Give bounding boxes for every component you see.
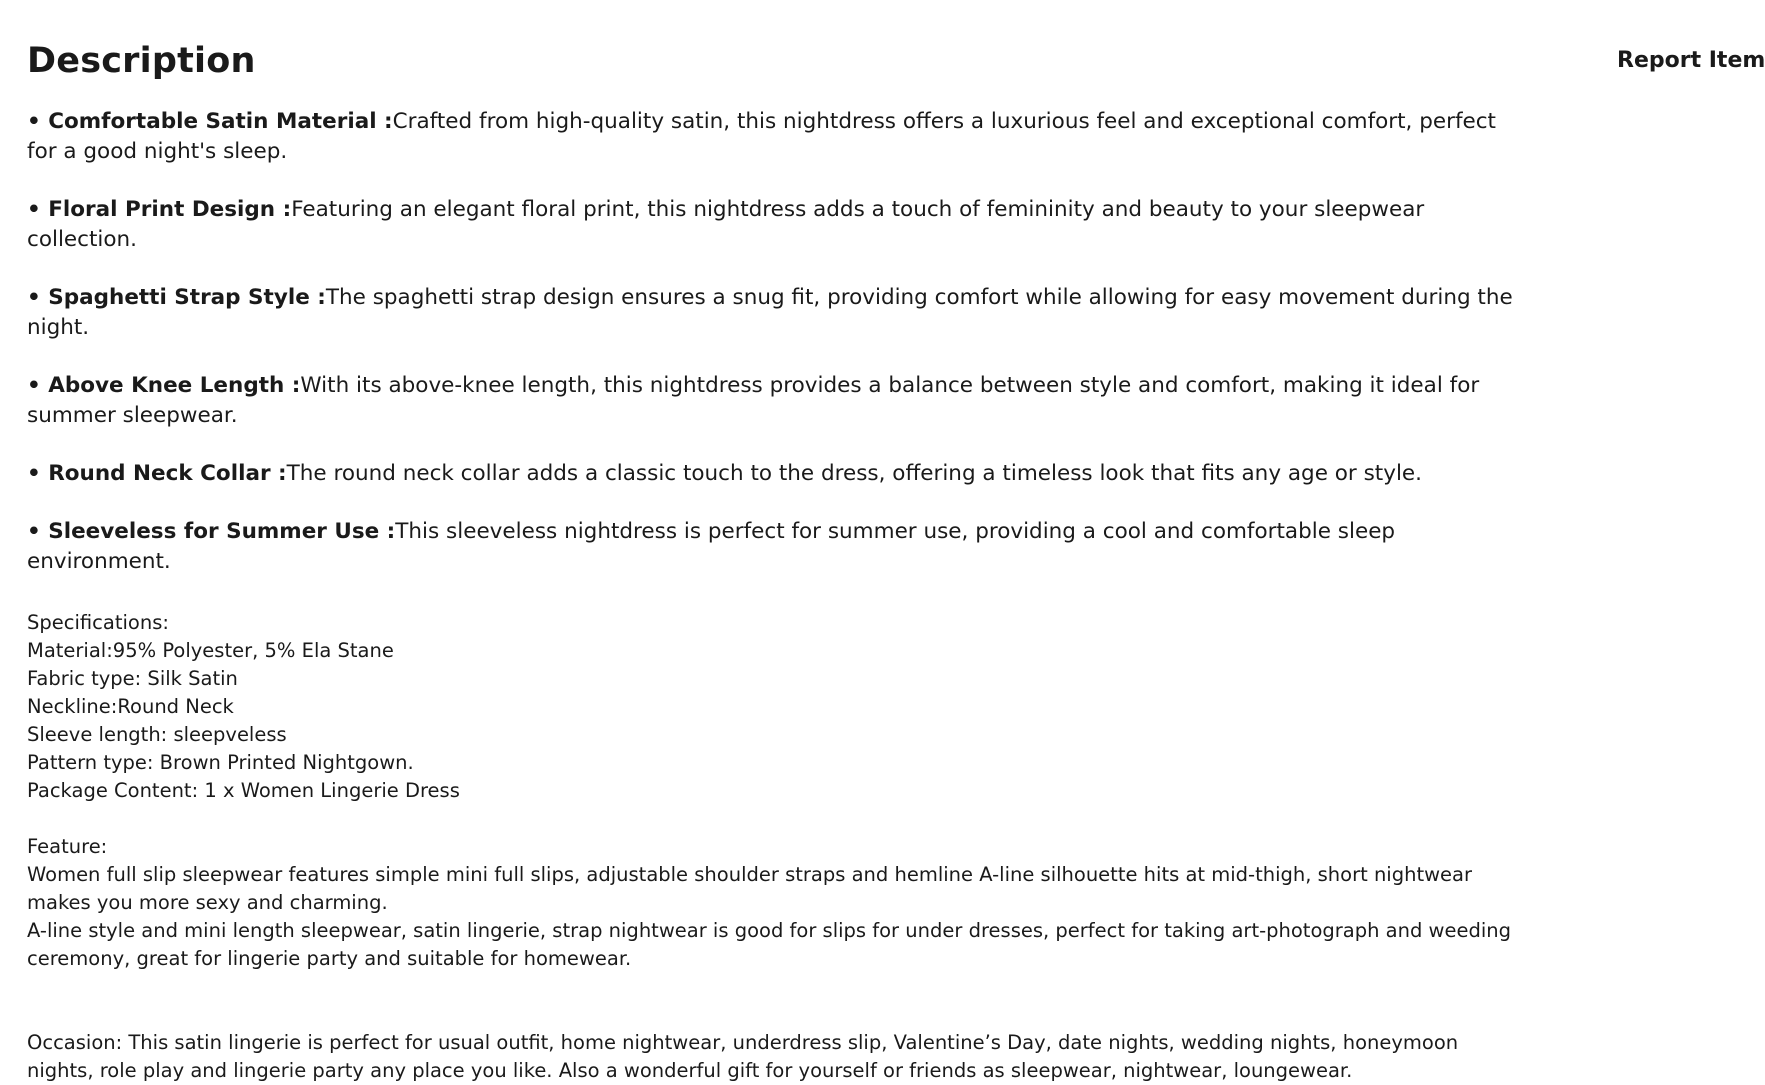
bullet-dot: • xyxy=(27,285,49,310)
bullet-text: The spaghetti strap design ensures a snug fit, providing comfort while allowing for easy movement during the night. xyxy=(27,285,1513,340)
bullet-item xyxy=(27,107,1517,167)
bullet-heading: Sleeveless for Summer Use : xyxy=(48,519,396,544)
spec-item: Material:95% Polyester, 5% Ela Stane xyxy=(27,639,394,662)
bullet-heading: Round Neck Collar : xyxy=(48,461,287,486)
occasion-paragraph: Occasion: This satin lingerie is perfect for usual outfit, home nightwear, underdress slip, Valentine’s Day, date nights, wedding nights, honeymoon nights, role play and lingerie party any place you like. Also a wonderful gift for yourself or friends as sleepwear, nightwear, loungewear. xyxy=(27,1031,1459,1082)
bullet-dot: • xyxy=(27,461,49,486)
description-header xyxy=(27,36,1765,86)
description-body xyxy=(27,107,1517,1085)
bullet-item xyxy=(27,283,1517,343)
spacer xyxy=(27,973,1517,1029)
feature-bullet-list xyxy=(27,107,1517,577)
page-title: Description xyxy=(27,41,256,81)
bullet-dot: • xyxy=(27,373,49,398)
bullet-text: Featuring an elegant floral print, this nightdress adds a touch of femininity and beauty to your sleepwear collection. xyxy=(27,197,1425,252)
spacer xyxy=(27,805,1517,833)
bullet-dot: • xyxy=(27,519,49,544)
bullet-text: The round neck collar adds a classic touch to the dress, offering a timeless look that fits any age or style. xyxy=(286,461,1422,486)
report-item-link[interactable]: Report Item xyxy=(1617,48,1765,73)
feature-paragraph: Women full slip sleepwear features simple mini full slips, adjustable shoulder straps and hemline A-line silhouette hits at mid-thigh, short nightwear makes you more sexy and charming. xyxy=(27,863,1473,914)
bullet-heading: Comfortable Satin Material : xyxy=(48,109,393,134)
bullet-heading: Above Knee Length : xyxy=(48,373,301,398)
spec-item: Neckline:Round Neck xyxy=(27,695,234,718)
bullet-text: With its above-knee length, this nightdress provides a balance between style and comfort, making it ideal for summer sleepwear. xyxy=(27,373,1480,428)
bullet-text: This sleeveless nightdress is perfect for summer use, providing a cool and comfortable sleep environment. xyxy=(27,519,1396,574)
bullet-heading: Spaghetti Strap Style : xyxy=(48,285,326,310)
spec-item: Pattern type: Brown Printed Nightgown. xyxy=(27,751,414,774)
specifications-heading: Specifications: xyxy=(27,611,169,634)
bullet-text: Crafted from high-quality satin, this nightdress offers a luxurious feel and exceptional comfort, perfect for a good night's sleep. xyxy=(27,109,1496,164)
bullet-heading: Floral Print Design : xyxy=(48,197,292,222)
bullet-dot: • xyxy=(27,197,49,222)
spec-item: Sleeve length: sleepveless xyxy=(27,723,287,746)
spec-item: Package Content: 1 x Women Lingerie Dress xyxy=(27,779,460,802)
bullet-item xyxy=(27,371,1517,431)
feature-heading: Feature: xyxy=(27,835,108,858)
specifications-block xyxy=(27,609,1517,1085)
bullet-item xyxy=(27,195,1517,255)
bullet-item xyxy=(27,459,1517,489)
spec-item: Fabric type: Silk Satin xyxy=(27,667,238,690)
bullet-dot: • xyxy=(27,109,49,134)
bullet-item xyxy=(27,517,1517,577)
feature-paragraph: A-line style and mini length sleepwear, satin lingerie, strap nightwear is good for slips for under dresses, perfect for taking art-photograph and weeding ceremony, great for lingerie party and suitable for homewear. xyxy=(27,919,1512,970)
